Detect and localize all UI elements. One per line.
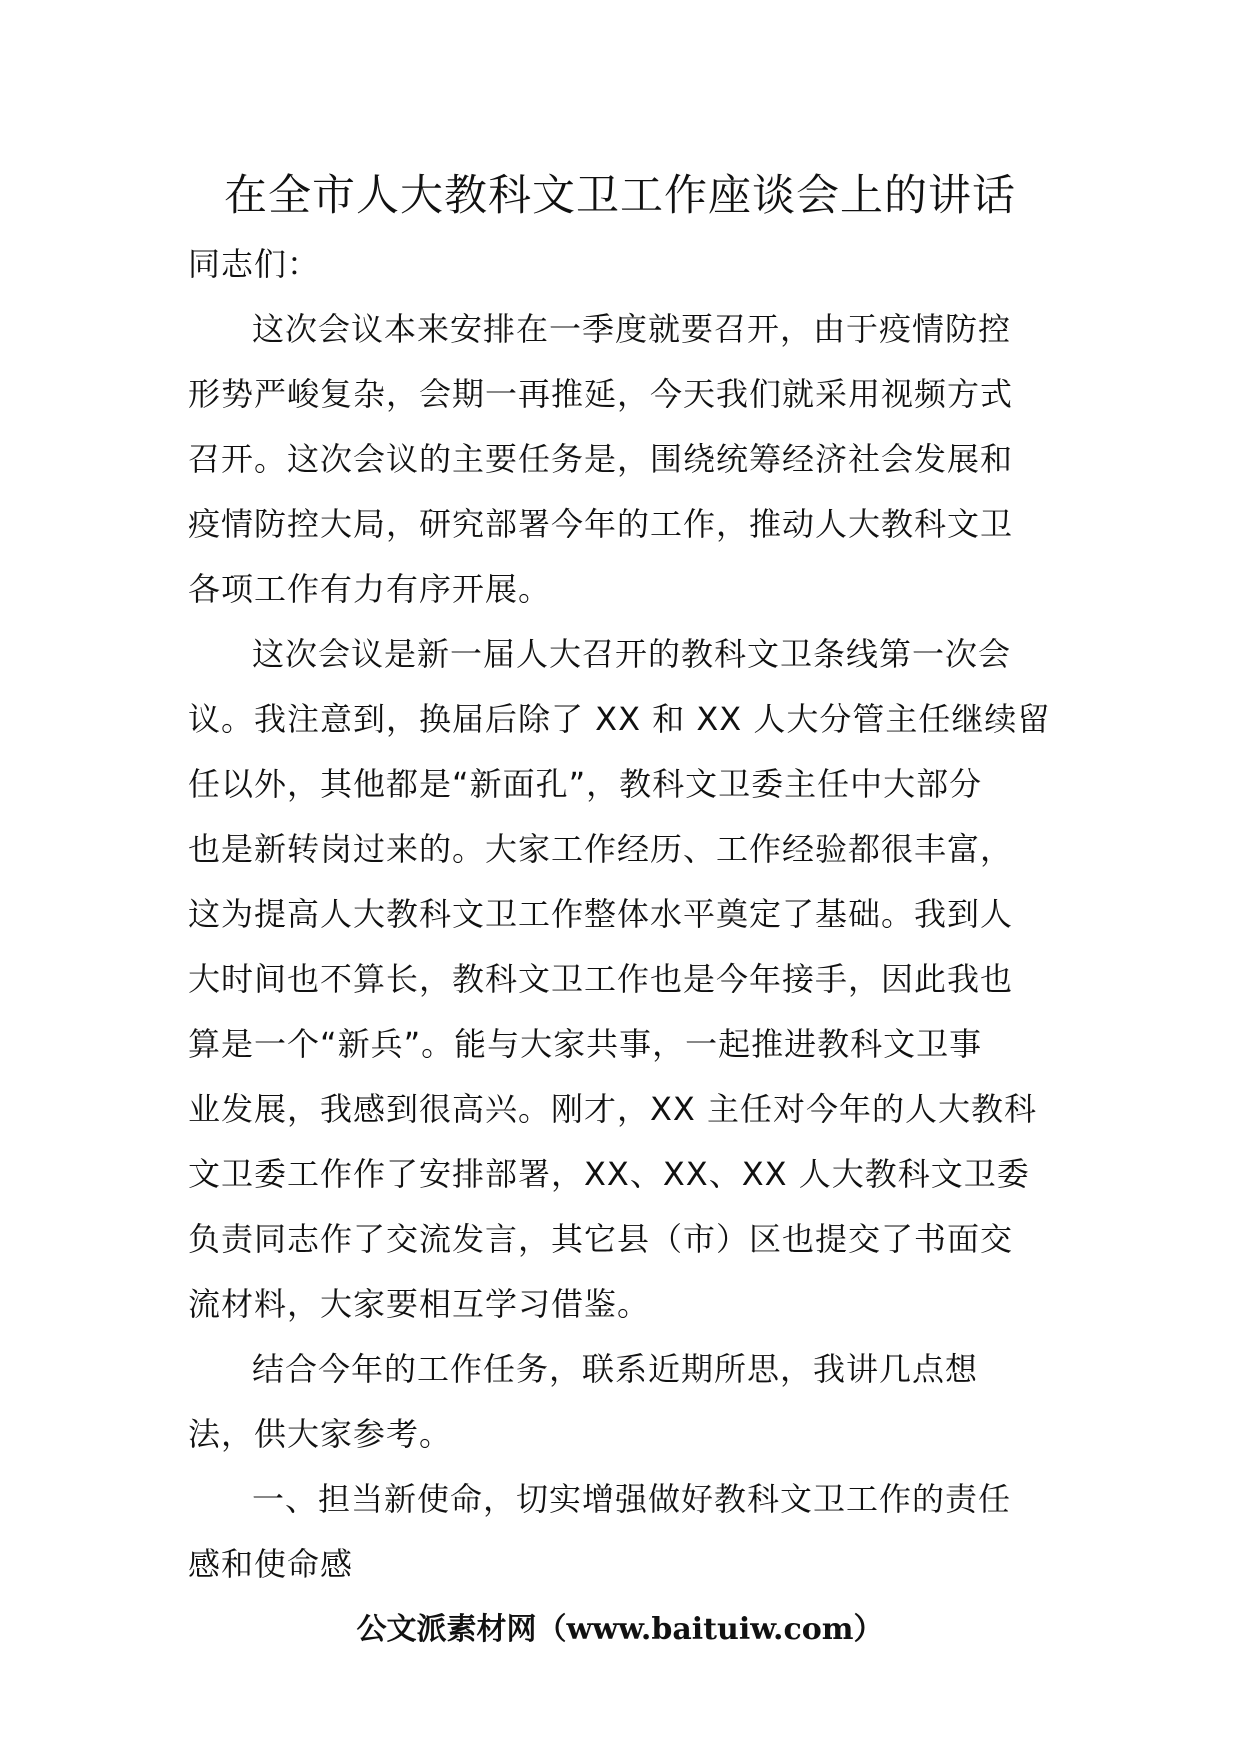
paragraph-line: 议。我注意到，换届后除了 XX 和 XX 人大分管主任继续留 [188,700,1051,738]
paragraph-line: 任以外，其他都是“新面孔”，教科文卫委主任中大部分 [188,765,983,803]
paragraph-2 [188,622,1051,1337]
salutation: 同志们： [188,245,321,283]
paragraph-line: 文卫委工作作了安排部署，XX、XX、XX 人大教科文卫委 [188,1155,1030,1193]
paragraph-line: 法，供大家参考。 [188,1415,453,1453]
watermark-footer: 公文派素材网（www.baituiw.com） [356,1612,884,1647]
heading-line: 一、担当新使命，切实增强做好教科文卫工作的责任 [252,1480,1012,1518]
paragraph-line: 形势严峻复杂，会期一再推延，今天我们就采用视频方式 [188,375,1014,413]
paragraph-line: 业发展，我感到很高兴。刚才，XX 主任对今年的人大教科 [188,1090,1038,1128]
document-title: 在全市人大教科文卫工作座谈会上的讲话 [224,171,1016,221]
paragraph-line: 结合今年的工作任务，联系近期所思，我讲几点想 [252,1350,979,1388]
paragraph-line: 大时间也不算长，教科文卫工作也是今年接手，因此我也 [188,960,1014,998]
heading-line: 感和使命感 [188,1545,354,1583]
paragraph-line: 流材料，大家要相互学习借鉴。 [188,1285,651,1323]
paragraph-line: 各项工作有力有序开展。 [188,570,552,608]
paragraph-line: 这为提高人大教科文卫工作整体水平奠定了基础。我到人 [188,895,1014,933]
paragraph-line: 这次会议本来安排在一季度就要召开，由于疫情防控 [252,310,1012,348]
paragraph-line: 这次会议是新一届人大召开的教科文卫条线第一次会 [252,635,1012,673]
paragraph-line: 负责同志作了交流发言，其它县（市）区也提交了书面交 [188,1220,1014,1258]
paragraph-line: 也是新转岗过来的。大家工作经历、工作经验都很丰富， [188,830,1014,868]
section-heading-1 [188,1467,1048,1597]
paragraph-line: 算是一个“新兵”。能与大家共事，一起推进教科文卫事 [188,1025,983,1063]
paragraph-line: 召开。这次会议的主要任务是，围绕统筹经济社会发展和 [188,440,1014,478]
paragraph-line: 疫情防控大局，研究部署今年的工作，推动人大教科文卫 [188,505,1014,543]
paragraph-1 [188,297,1048,622]
document-body [188,232,1051,1597]
paragraph-3 [188,1337,1048,1467]
